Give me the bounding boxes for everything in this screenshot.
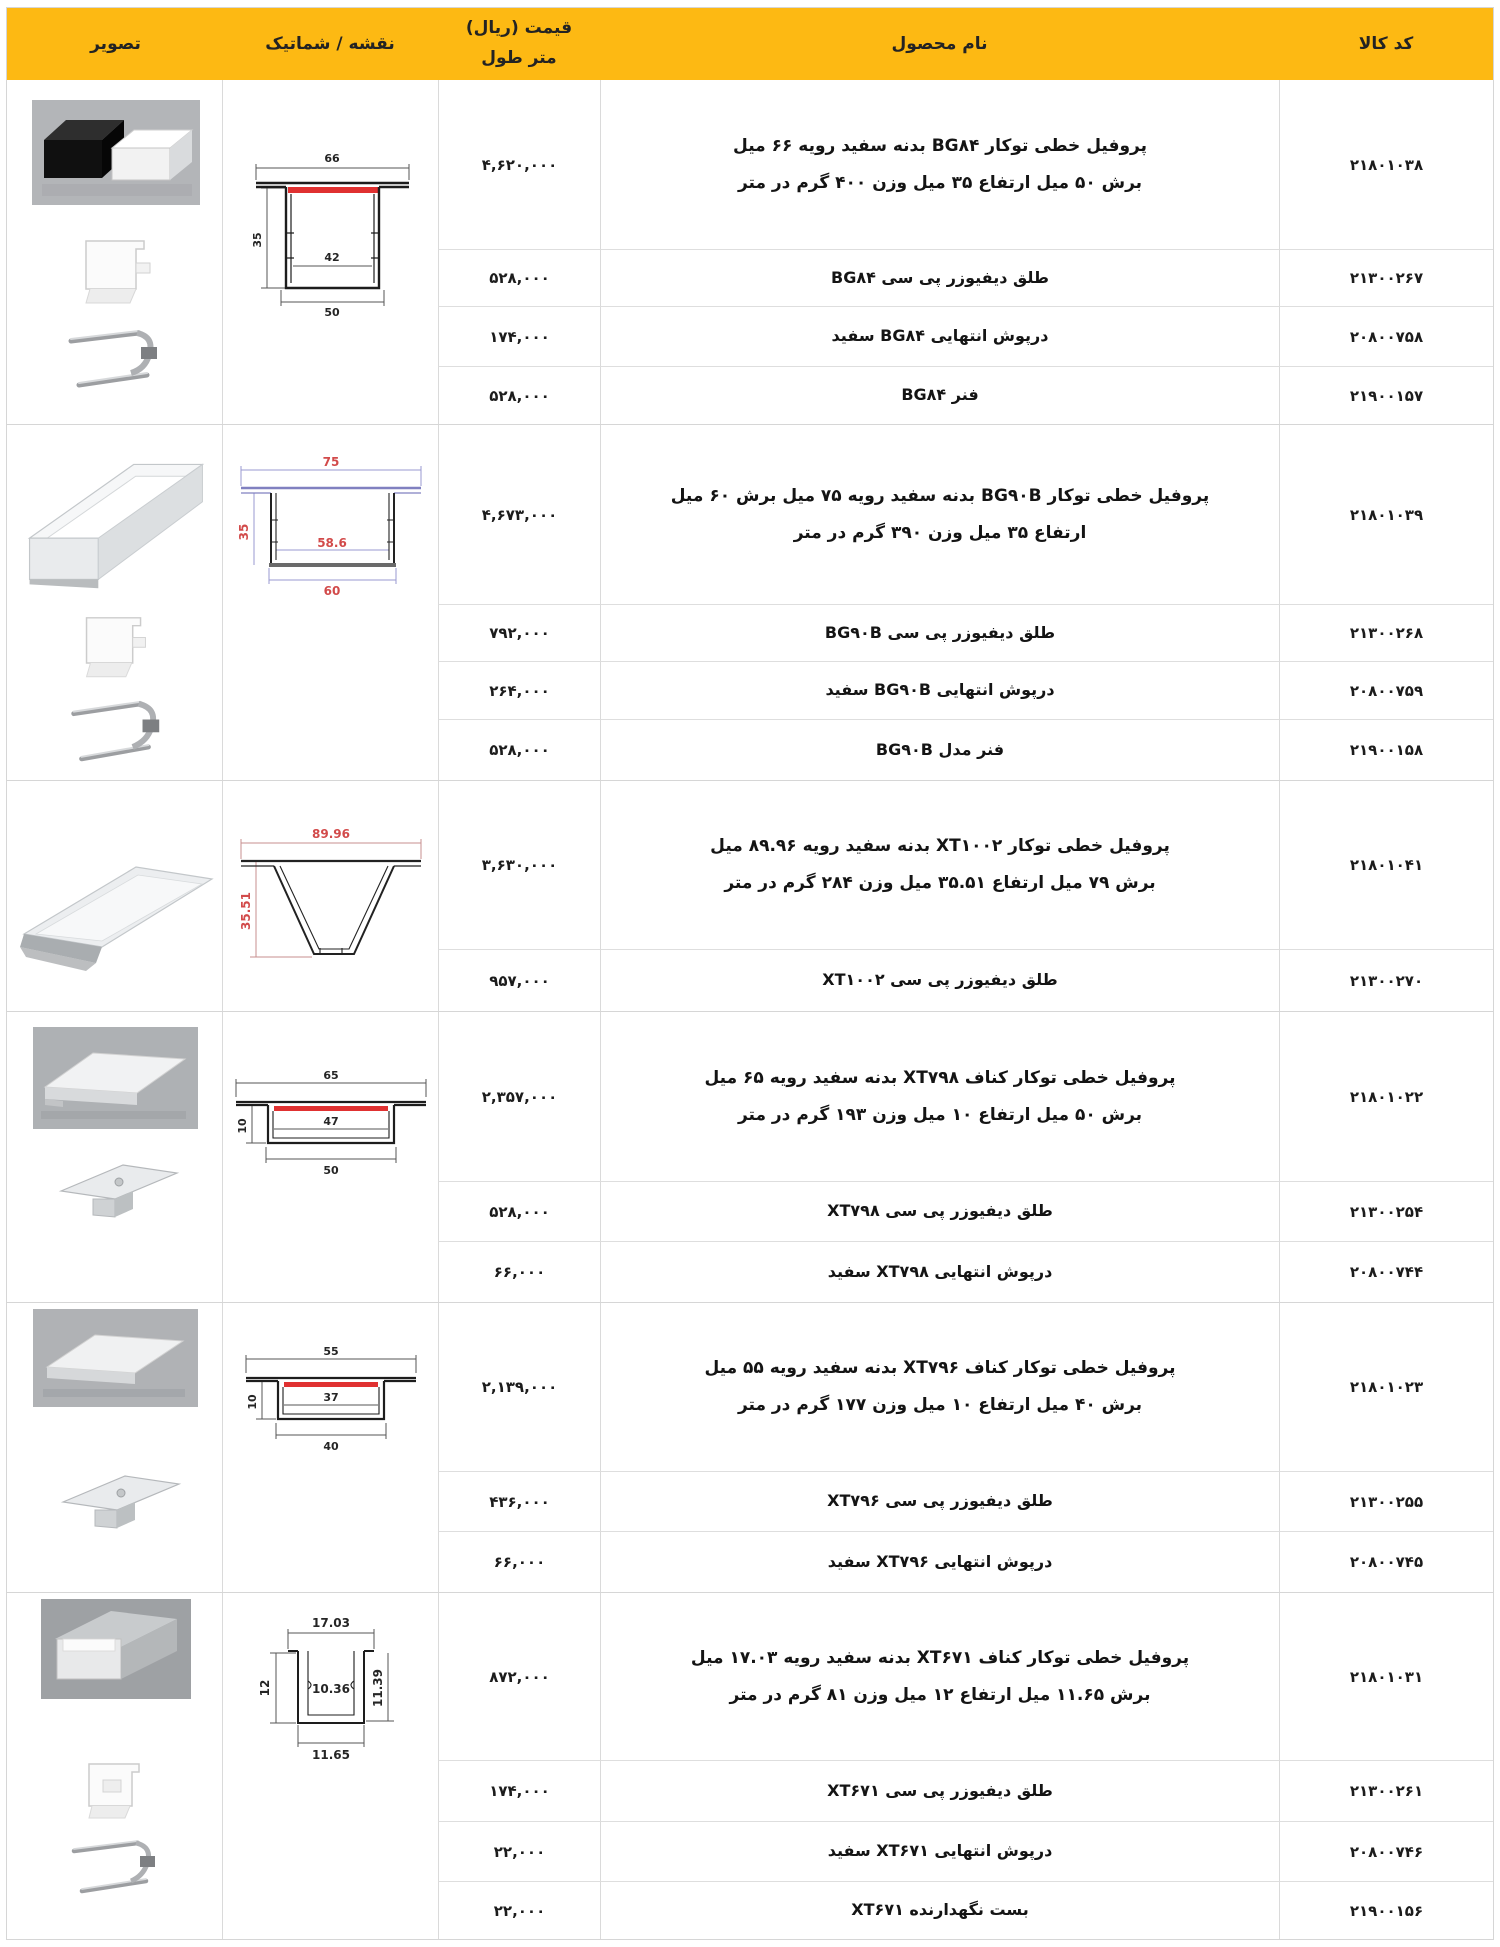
dim-top: 65 <box>322 1069 339 1082</box>
product-code: ۲۱۳۰۰۲۶۱ <box>1279 1761 1493 1822</box>
product-price: ۳,۶۳۰,۰۰۰ <box>438 781 600 950</box>
end-cap-photo <box>41 229 191 317</box>
cross-section-drawing-xt796 <box>226 1343 436 1461</box>
led-diffuser-strip <box>284 1382 378 1387</box>
product-name <box>600 250 1279 307</box>
product-name <box>600 1303 1279 1472</box>
dim-left: 10 <box>235 1118 249 1134</box>
product-code: ۲۱۸۰۱۰۲۲ <box>1279 1012 1493 1182</box>
profile-photo <box>41 1599 191 1699</box>
product-group-xt1002 <box>7 781 1493 1012</box>
col-header-code: کد کالا <box>1358 34 1414 54</box>
cross-section-drawing-xt798 <box>226 1067 436 1185</box>
spring-clip-photo <box>46 1831 186 1909</box>
product-name-line1: طلق دیفیوزر پی سی XT۷۹۶ <box>827 1491 1053 1511</box>
product-code: ۲۱۳۰۰۲۵۴ <box>1279 1182 1493 1242</box>
product-name-line1: درپوش انتهایی XT۶۷۱ سفید <box>827 1841 1053 1861</box>
led-diffuser-strip <box>288 187 378 193</box>
product-name <box>600 1012 1279 1182</box>
product-code: ۲۰۸۰۰۷۵۹ <box>1279 662 1493 720</box>
dim-top: 75 <box>322 455 339 469</box>
product-price: ۶۶,۰۰۰ <box>438 1532 600 1592</box>
product-group-xt796 <box>7 1303 1493 1593</box>
dim-top: 17.03 <box>311 1616 350 1630</box>
product-code: ۲۱۸۰۱۰۳۸ <box>1279 80 1493 250</box>
product-name-line1: درپوش انتهایی BG۹۰B سفید <box>825 680 1055 700</box>
product-name-line1: پروفیل خطی توکار XT۱۰۰۲ بدنه سفید رویه ۸۹.۹۶ میل <box>710 836 1170 857</box>
product-name <box>600 605 1279 662</box>
dim-bottom: 50 <box>322 1164 339 1177</box>
product-name-line1: طلق دیفیوزر پی سی BG۸۴ <box>831 267 1049 287</box>
product-name <box>600 662 1279 720</box>
product-name <box>600 1882 1279 1939</box>
dim-top: 89.96 <box>311 827 350 841</box>
cross-section-drawing-bg84 <box>231 138 431 318</box>
end-cap-photo <box>46 608 186 687</box>
dim-top: 66 <box>323 152 340 165</box>
schematic-cell <box>222 1593 438 1939</box>
profile-photo <box>33 1027 198 1129</box>
schematic-cell <box>222 1012 438 1302</box>
product-code: ۲۱۳۰۰۲۵۵ <box>1279 1472 1493 1532</box>
led-diffuser-strip <box>274 1106 388 1111</box>
cross-section-drawing-xt1002 <box>226 819 436 987</box>
dim-inner: 47 <box>322 1115 339 1128</box>
spring-clip-photo <box>41 692 191 780</box>
product-code: ۲۰۸۰۰۷۴۵ <box>1279 1532 1493 1592</box>
product-code: ۲۱۳۰۰۲۷۰ <box>1279 950 1493 1011</box>
product-price: ۵۲۸,۰۰۰ <box>438 367 600 424</box>
product-name-line1: بست نگهدارنده XT۶۷۱ <box>851 1900 1029 1920</box>
col-header-image: تصویر <box>90 34 141 54</box>
col-header-price <box>438 14 600 74</box>
product-name <box>600 1472 1279 1532</box>
profile-photo <box>32 100 200 205</box>
product-name <box>600 1593 1279 1761</box>
product-code: ۲۰۸۰۰۷۴۶ <box>1279 1822 1493 1882</box>
product-name-line1: طلق دیفیوزر پی سی BG۹۰B <box>824 622 1056 642</box>
product-code: ۲۱۳۰۰۲۶۸ <box>1279 605 1493 662</box>
product-name <box>600 1761 1279 1822</box>
product-price: ۱۷۴,۰۰۰ <box>438 1761 600 1822</box>
product-price: ۲,۱۳۹,۰۰۰ <box>438 1303 600 1472</box>
dim-bottom: 60 <box>323 584 340 598</box>
product-name-line1: پروفیل خطی توکار کناف XT۷۹۶ بدنه سفید رویه ۵۵ میل <box>704 1358 1176 1379</box>
product-price: ۵۲۸,۰۰۰ <box>438 1182 600 1242</box>
product-code: ۲۱۳۰۰۲۶۷ <box>1279 250 1493 307</box>
product-price: ۹۵۷,۰۰۰ <box>438 950 600 1011</box>
mounting-clip-photo <box>41 1149 191 1234</box>
product-price: ۴۳۶,۰۰۰ <box>438 1472 600 1532</box>
product-code: ۲۱۸۰۱۰۳۹ <box>1279 425 1493 605</box>
product-name <box>600 307 1279 367</box>
dim-left: 35.51 <box>238 892 253 930</box>
image-cell <box>9 80 222 424</box>
product-name-line2: برش ۷۹ میل ارتفاع ۳۵.۵۱ میل وزن ۲۸۴ گرم در متر <box>724 873 1156 893</box>
product-name <box>600 425 1279 605</box>
profile-photo <box>33 1309 198 1407</box>
product-price: ۲۲,۰۰۰ <box>438 1822 600 1882</box>
product-price: ۵۲۸,۰۰۰ <box>438 720 600 780</box>
product-name-line1: درپوش انتهایی XT۷۹۶ سفید <box>827 1551 1053 1571</box>
product-group-xt798 <box>7 1012 1493 1303</box>
product-name <box>600 720 1279 780</box>
dim-right: 11.39 <box>370 1669 385 1707</box>
product-price: ۱۷۴,۰۰۰ <box>438 307 600 367</box>
dim-bottom: 40 <box>322 1440 339 1453</box>
image-cell <box>9 425 222 780</box>
product-price: ۲۶۴,۰۰۰ <box>438 662 600 720</box>
dim-left: 10 <box>245 1394 259 1410</box>
product-name-line1: پروفیل خطی توکار BG۸۴ بدنه سفید رویه ۶۶ میل <box>733 135 1147 156</box>
product-code: ۲۱۹۰۰۱۵۸ <box>1279 720 1493 780</box>
product-name-line1: پروفیل خطی توکار BG۹۰B بدنه سفید رویه ۷۵ میل برش ۶۰ میل <box>670 485 1210 506</box>
product-code: ۲۱۹۰۰۱۵۶ <box>1279 1882 1493 1939</box>
product-name <box>600 367 1279 424</box>
product-name <box>600 1822 1279 1882</box>
dim-inner: 58.6 <box>316 536 347 550</box>
product-code: ۲۱۸۰۱۰۳۱ <box>1279 1593 1493 1761</box>
product-name-line1: طلق دیفیوزر پی سی XT۶۷۱ <box>827 1780 1053 1800</box>
dim-inner: 37 <box>322 1391 339 1404</box>
product-name-line1: طلق دیفیوزر پی سی XT۱۰۰۲ <box>822 970 1058 990</box>
product-group-bg84 <box>7 80 1493 425</box>
product-name <box>600 1242 1279 1302</box>
product-code: ۲۱۹۰۰۱۵۷ <box>1279 367 1493 424</box>
product-name-line1: پروفیل خطی توکار کناف XT۶۷۱ بدنه سفید رویه ۱۷.۰۳ میل <box>690 1647 1190 1668</box>
product-name-line1: درپوش انتهایی XT۷۹۸ سفید <box>827 1261 1053 1281</box>
schematic-cell <box>222 1303 438 1592</box>
dim-left: 35 <box>250 232 264 248</box>
dim-bottom: 50 <box>323 306 340 318</box>
product-price: ۶۶,۰۰۰ <box>438 1242 600 1302</box>
cross-section-drawing-bg90b <box>226 450 436 602</box>
product-price: ۲,۳۵۷,۰۰۰ <box>438 1012 600 1182</box>
schematic-cell <box>222 425 438 780</box>
product-name-line1: فنر مدل BG۹۰B <box>875 739 1005 759</box>
col-header-name: نام محصول <box>891 34 988 54</box>
product-name-line1: درپوش انتهایی BG۸۴ سفید <box>831 326 1049 346</box>
product-name-line2: برش ۵۰ میل ارتفاع ۳۵ میل وزن ۴۰۰ گرم در متر <box>737 172 1143 193</box>
product-name-line2: ارتفاع ۳۵ میل وزن ۳۹۰ گرم در متر <box>793 522 1087 543</box>
product-group-xt671 <box>7 1593 1493 1939</box>
product-group-bg90b <box>7 425 1493 781</box>
spring-clip-photo <box>41 323 191 408</box>
profile-photo <box>16 435 216 602</box>
dim-left: 12 <box>257 1679 272 1697</box>
image-cell <box>9 781 222 1011</box>
cross-section-drawing-xt671 <box>236 1603 426 1768</box>
profile-photo <box>16 839 216 984</box>
dim-bottom: 11.65 <box>311 1748 350 1762</box>
product-price: ۴,۶۲۰,۰۰۰ <box>438 80 600 250</box>
product-code: ۲۰۸۰۰۷۴۴ <box>1279 1242 1493 1302</box>
product-name-line1: طلق دیفیوزر پی سی XT۷۹۸ <box>827 1201 1053 1221</box>
product-price: ۴,۶۷۳,۰۰۰ <box>438 425 600 605</box>
product-name-line2: برش ۱۱.۶۵ میل ارتفاع ۱۲ میل وزن ۸۱ گرم در متر <box>729 1684 1151 1705</box>
mounting-clip-photo <box>41 1462 191 1547</box>
image-cell <box>9 1012 222 1302</box>
product-price: ۷۹۲,۰۰۰ <box>438 605 600 662</box>
dim-left: 35 <box>236 523 251 541</box>
price-header-line2: متر طول <box>481 48 557 68</box>
product-name <box>600 80 1279 250</box>
schematic-cell <box>222 781 438 1011</box>
product-name <box>600 781 1279 950</box>
dim-inner: 42 <box>323 251 340 264</box>
end-cap-photo <box>51 1754 181 1826</box>
product-price: ۲۲,۰۰۰ <box>438 1882 600 1939</box>
dim-inner: 10.36 <box>311 1682 350 1696</box>
product-name <box>600 1532 1279 1592</box>
image-cell <box>9 1593 222 1939</box>
product-name <box>600 950 1279 1011</box>
col-header-schematic: نقشه / شماتیک <box>265 34 395 54</box>
product-name <box>600 1182 1279 1242</box>
product-price: ۵۲۸,۰۰۰ <box>438 250 600 307</box>
price-table <box>6 7 1494 1940</box>
table-header <box>7 8 1493 80</box>
image-cell <box>9 1303 222 1592</box>
product-price: ۸۷۲,۰۰۰ <box>438 1593 600 1761</box>
product-code: ۲۱۸۰۱۰۲۳ <box>1279 1303 1493 1472</box>
product-code: ۲۰۸۰۰۷۵۸ <box>1279 307 1493 367</box>
price-header-line1: قیمت (ریال) <box>465 18 573 39</box>
dim-top: 55 <box>322 1345 339 1358</box>
product-code: ۲۱۸۰۱۰۴۱ <box>1279 781 1493 950</box>
product-name-line2: برش ۴۰ میل ارتفاع ۱۰ میل وزن ۱۷۷ گرم در متر <box>737 1395 1143 1415</box>
product-name-line1: پروفیل خطی توکار کناف XT۷۹۸ بدنه سفید رویه ۶۵ میل <box>704 1067 1176 1088</box>
product-name-line1: فنر BG۸۴ <box>901 385 979 405</box>
schematic-cell <box>222 80 438 424</box>
product-name-line2: برش ۵۰ میل ارتفاع ۱۰ میل وزن ۱۹۳ گرم در متر <box>737 1104 1143 1125</box>
